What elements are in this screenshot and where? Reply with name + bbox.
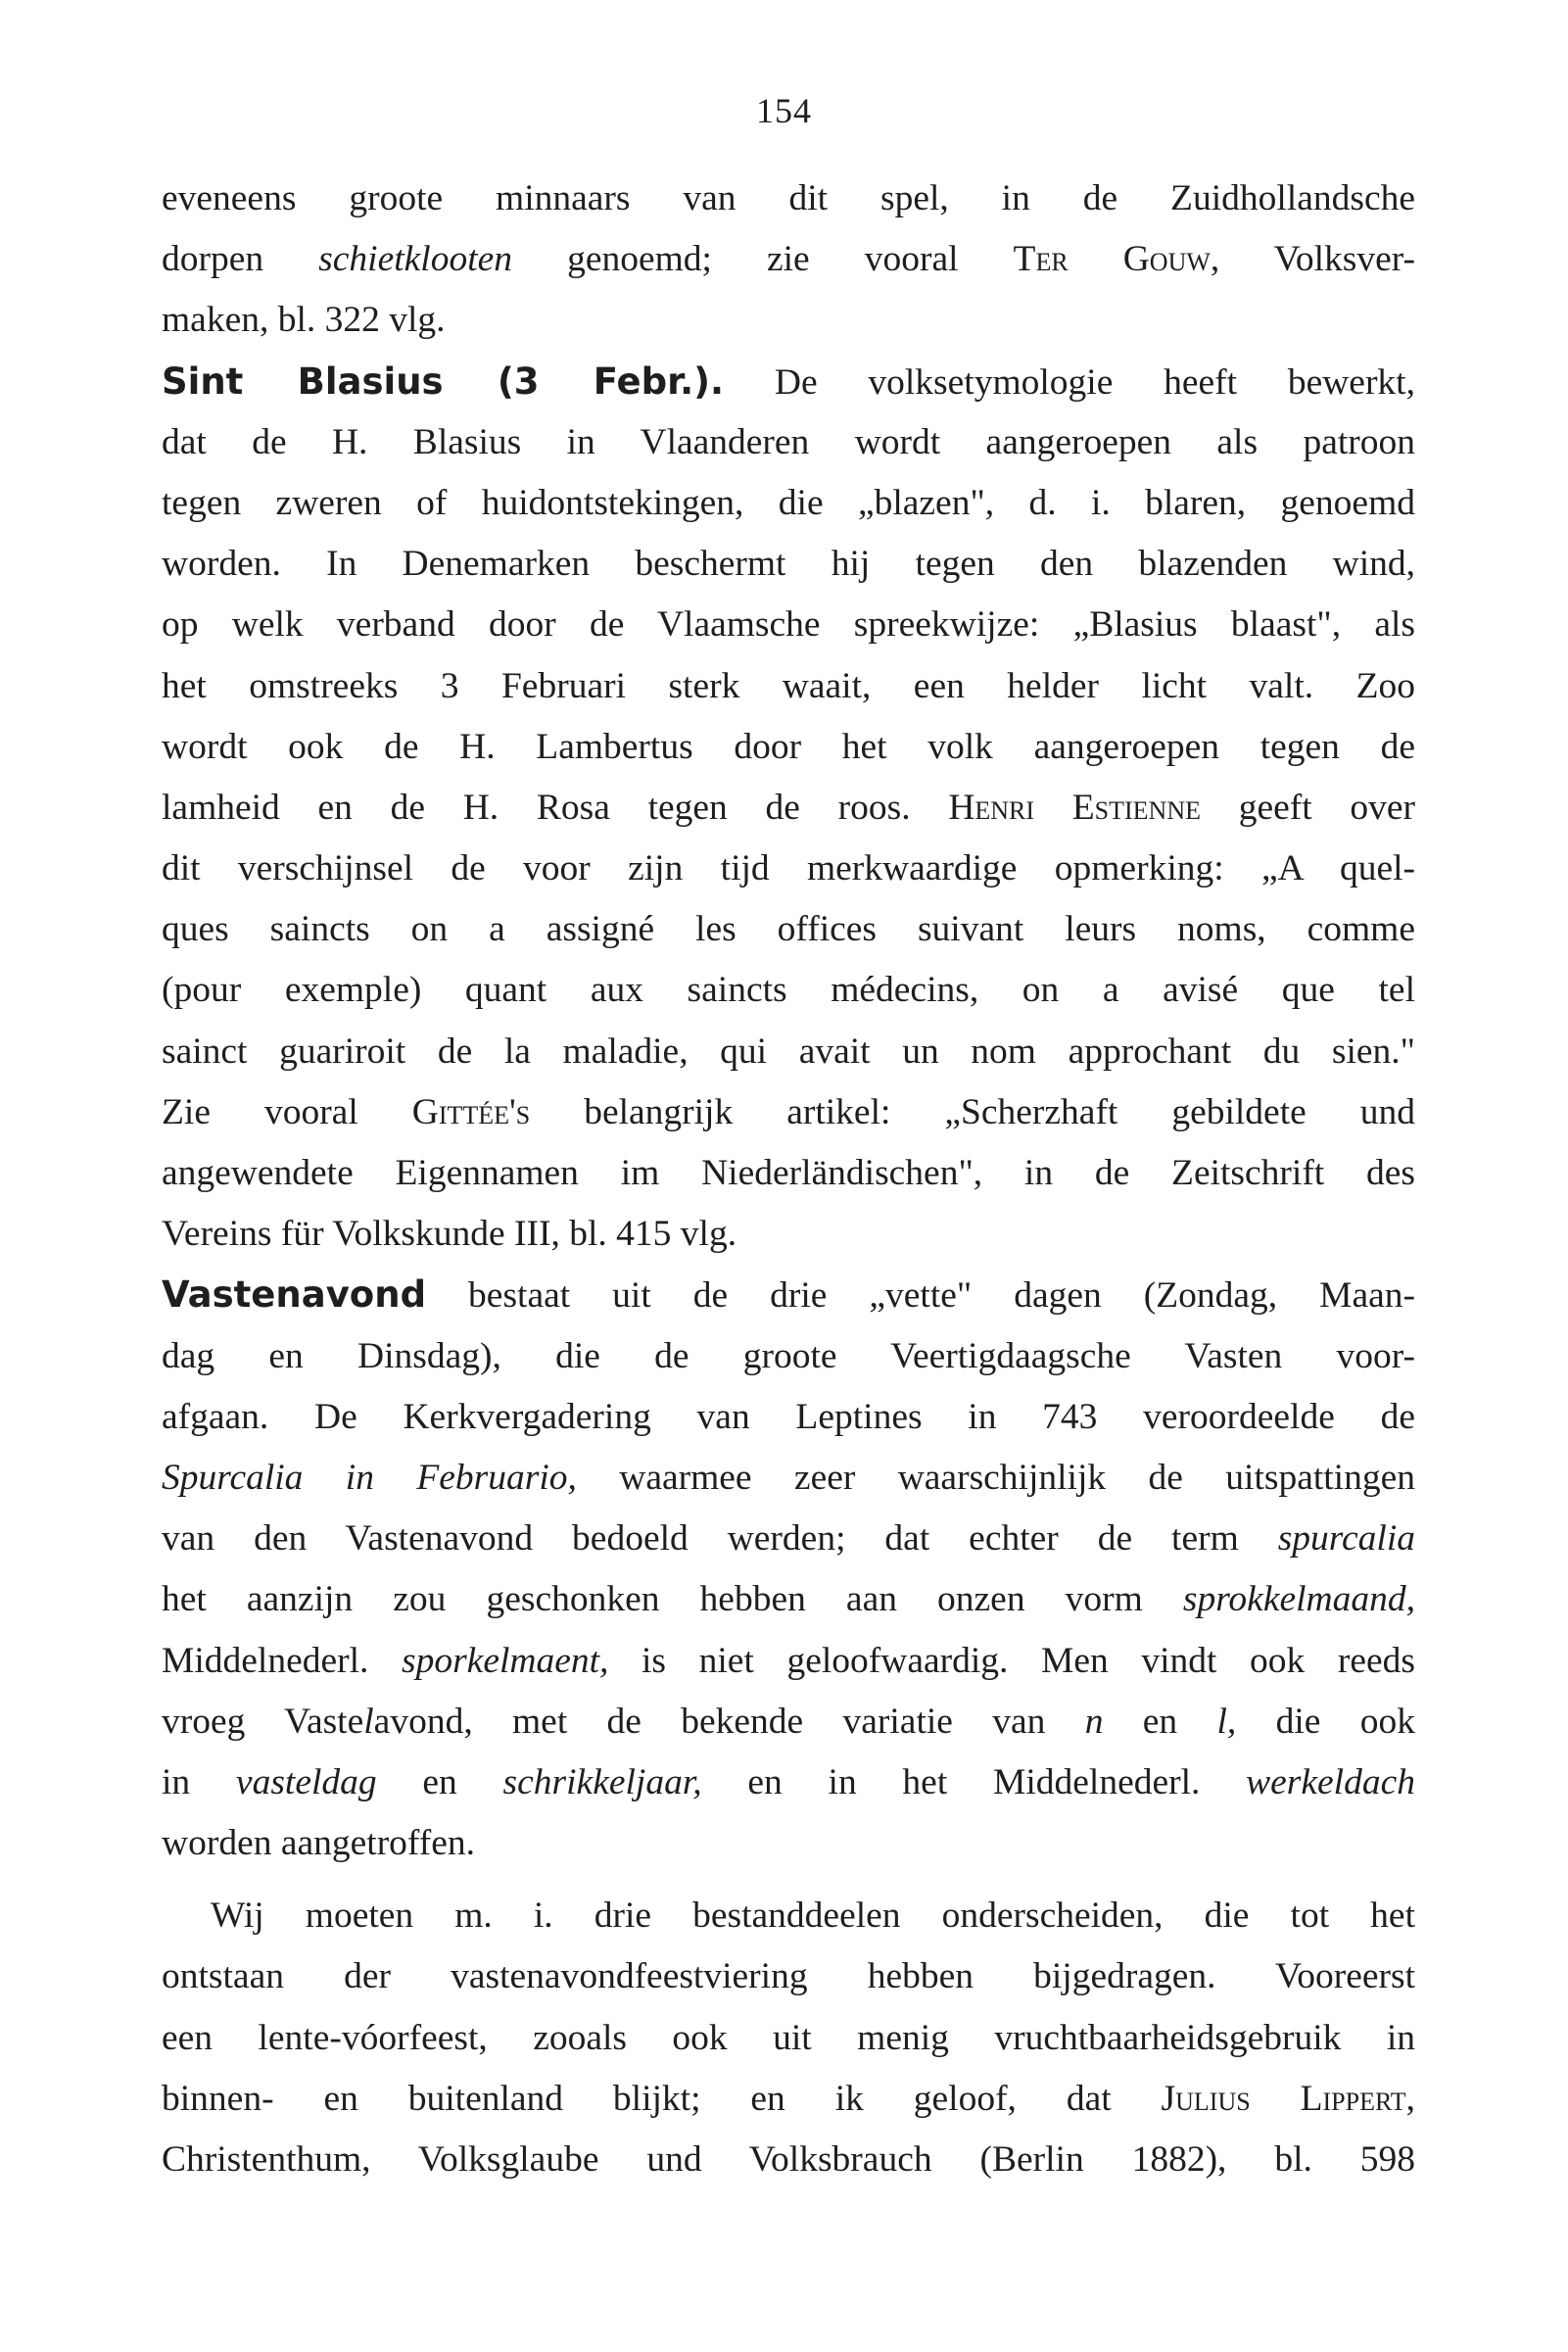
text-line (162, 839, 1415, 899)
text-segment: genoemd; zie vooral (512, 239, 1014, 280)
text-line (162, 412, 1415, 473)
text-line (162, 1448, 1415, 1509)
text-segment: wordt ook de H. Lambertus door het volk aangeroepen tegen de (162, 726, 1415, 767)
text-line (162, 168, 1415, 229)
text-line (162, 1082, 1415, 1143)
text-line (162, 229, 1415, 290)
text-segment: worden aangetroffen. (162, 1823, 475, 1864)
text-segment: avond, met de bekende variatie van (373, 1701, 1085, 1742)
italic-text: l, (1216, 1701, 1237, 1742)
text-line (162, 534, 1415, 595)
italic-text: l (363, 1701, 374, 1742)
text-line (162, 960, 1415, 1021)
text-line (162, 1326, 1415, 1387)
text-segment: (pour exemple) quant aux saincts médecins, on a avisé que tel (162, 970, 1415, 1011)
text-segment: eveneens groote minnaars van dit spel, in de Zuidhollandsche (162, 178, 1415, 218)
text-segment: ques saincts on a assigné les offices suivant leurs noms, comme (162, 909, 1415, 950)
text-segment: sainct guariroit de la maladie, qui avait un nom approchant du sien." (162, 1031, 1415, 1072)
page-body-text (162, 168, 1415, 2190)
italic-text: spurcalia (1277, 1518, 1415, 1560)
text-line (162, 1265, 1415, 1325)
text-segment: Wij moeten m. i. drie bestanddeelen onderscheiden, die tot het (211, 1896, 1415, 1937)
text-segment: op welk verband door de Vlaamsche spreekwijze: „Blasius blaast", als (162, 604, 1415, 646)
text-segment: en (1103, 1701, 1217, 1742)
section-heading: Vastenavond (162, 1273, 427, 1317)
text-segment: en in het Middelnederl. (701, 1761, 1247, 1802)
text-segment: Zie vooral (162, 1091, 412, 1132)
text-line (162, 2069, 1415, 2130)
text-line (162, 1813, 1415, 1874)
text-line (162, 1752, 1415, 1813)
text-segment: tegen zweren of huidontstekingen, die „blazen", d. i. blaren, genoemd (162, 482, 1415, 523)
text-segment: , Volksver- (1210, 239, 1415, 280)
text-segment: worden. In Denemarken beschermt hij tegen den blazenden wind, (162, 544, 1415, 585)
text-segment: geeft over (1201, 787, 1416, 828)
text-segment: ontstaan der vastenavondfeestviering hebben bijgedragen. Vooreerst (162, 1956, 1415, 1997)
italic-text: sprokkelmaand, (1182, 1579, 1415, 1620)
italic-text: sporkelmaent, (402, 1640, 609, 1681)
text-segment: dat de H. Blasius in Vlaanderen wordt aangeroepen als patroon (162, 421, 1415, 462)
text-segment: is niet geloofwaardig. Men vindt ook reeds (608, 1640, 1415, 1681)
text-segment: De volksetymologie heeft bewerkt, (724, 361, 1415, 403)
text-line (162, 1387, 1415, 1448)
text-line (162, 1204, 1415, 1265)
text-segment: bestaat uit de drie „vette" dagen (Zondag, Maan- (426, 1275, 1415, 1317)
page-number: 154 (756, 91, 812, 130)
text-line (162, 1569, 1415, 1630)
text-segment: dorpen (162, 239, 319, 280)
text-segment: en (376, 1761, 503, 1802)
author-name: Henri Estienne (948, 787, 1201, 828)
text-line (162, 1631, 1415, 1692)
text-segment: , (1405, 2078, 1415, 2119)
text-segment: die ook (1236, 1701, 1415, 1742)
text-line (162, 1022, 1415, 1082)
text-segment: binnen- en buitenland blijkt; en ik geloof, dat (162, 2078, 1162, 2119)
text-segment: belangrijk artikel: „Scherzhaft gebildete und (530, 1091, 1415, 1132)
text-segment: waarmee zeer waarschijnlijk de uitspattingen (576, 1457, 1415, 1498)
text-segment: vroeg Vaste (162, 1701, 364, 1742)
author-name: Julius Lippert (1161, 2078, 1406, 2119)
text-line (162, 290, 1415, 351)
text-line (162, 1946, 1415, 2007)
text-line (162, 717, 1415, 778)
text-segment: in (162, 1761, 236, 1802)
text-line (162, 899, 1415, 960)
text-segment: lamheid en de H. Rosa tegen de roos. (162, 787, 949, 828)
text-segment: angewendete Eigennamen im Niederländischen", in de Zeitschrift des (162, 1153, 1415, 1193)
text-line (162, 595, 1415, 655)
text-segment: dag en Dinsdag), die de groote Veertigdaagsche Vasten voor- (162, 1335, 1415, 1376)
text-line (162, 1509, 1415, 1569)
text-segment: een lente-vóorfeest, zooals ook uit menig vruchtbaarheidsgebruik in (162, 2017, 1415, 2058)
section-heading: Sint Blasius (3 Febr.). (162, 360, 725, 403)
text-line (162, 352, 1415, 412)
text-segment: afgaan. De Kerkvergadering van Leptines in 743 veroordeelde de (162, 1396, 1415, 1437)
text-segment: Middelnederl. (162, 1640, 402, 1681)
italic-text: n (1084, 1701, 1104, 1742)
text-segment: dit verschijnsel de voor zijn tijd merkwaardige opmerking: „A quel- (162, 848, 1415, 889)
italic-text: vasteldag (235, 1761, 377, 1802)
text-segment: het aanzijn zou geschonken hebben aan onzen vorm (162, 1579, 1183, 1620)
author-name: Ter Gouw (1013, 239, 1211, 280)
text-segment: het omstreeks 3 Februari sterk waait, een helder licht valt. Zoo (162, 665, 1415, 706)
text-segment: Vereins für Volkskunde III, bl. 415 vlg. (162, 1214, 737, 1255)
italic-text: schrikkeljaar, (502, 1761, 702, 1802)
text-line (162, 2130, 1415, 2190)
italic-text: werkeldach (1246, 1761, 1415, 1802)
text-segment: van den Vastenavond bedoeld werden; dat echter de term (162, 1518, 1278, 1560)
text-line (162, 473, 1415, 534)
italic-text: Spurcalia in Februario, (162, 1457, 577, 1498)
text-line (162, 778, 1415, 839)
text-line (162, 2008, 1415, 2069)
text-line (162, 1143, 1415, 1204)
text-line (162, 656, 1415, 717)
paragraph-gap (162, 1874, 1415, 1886)
author-name: Gittée's (411, 1091, 531, 1132)
text-segment: Christenthum, Volksglaube und Volksbrauch (Berlin 1882), bl. 598 (162, 2139, 1415, 2180)
italic-text: schietklooten (318, 239, 513, 280)
text-line (162, 1886, 1415, 1946)
text-segment: maken, bl. 322 vlg. (162, 300, 446, 341)
text-line (162, 1692, 1415, 1752)
